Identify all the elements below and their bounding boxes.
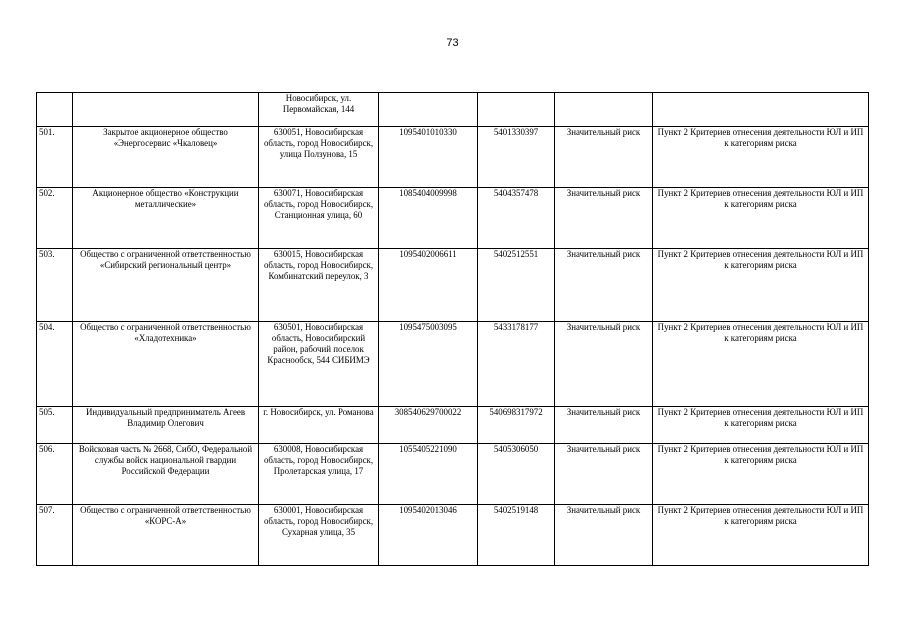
row-number bbox=[37, 93, 73, 127]
organization-address: 630071, Новосибирская область, город Новосибирск, Станционная улица, 60 bbox=[259, 188, 379, 249]
risk-basis: Пункт 2 Критериев отнесения деятельности ЮЛ и ИП к категориям риска bbox=[653, 505, 869, 566]
risk-category: Значительный риск bbox=[555, 249, 653, 322]
risk-category: Значительный риск bbox=[555, 407, 653, 444]
organization-name: Общество с ограниченной ответственностью «Хладотехника» bbox=[73, 322, 259, 407]
inn-value: 5405306050 bbox=[478, 444, 555, 505]
table-row bbox=[37, 407, 869, 444]
risk-basis: Пункт 2 Критериев отнесения деятельности ЮЛ и ИП к категориям риска bbox=[653, 444, 869, 505]
table-row bbox=[37, 127, 869, 188]
ogrn-value: 308540629700022 bbox=[379, 407, 478, 444]
table-row bbox=[37, 322, 869, 407]
row-number: 505. bbox=[37, 407, 73, 444]
organization-address: 630008, Новосибирская область, город Новосибирск, Пролетарская улица, 17 bbox=[259, 444, 379, 505]
organization-name: Акционерное общество «Конструкции металлические» bbox=[73, 188, 259, 249]
organization-address: 630051, Новосибирская область, город Новосибирск, улица Ползунова, 15 bbox=[259, 127, 379, 188]
organization-name: Индивидуальный предприниматель Агеев Владимир Олегович bbox=[73, 407, 259, 444]
organization-address: Новосибирск, ул. Первомайская, 144 bbox=[259, 93, 379, 127]
risk-category: Значительный риск bbox=[555, 188, 653, 249]
risk-basis: Пункт 2 Критериев отнесения деятельности ЮЛ и ИП к категориям риска bbox=[653, 188, 869, 249]
inn-value: 5433178177 bbox=[478, 322, 555, 407]
risk-category: Значительный риск bbox=[555, 127, 653, 188]
risk-basis: Пункт 2 Критериев отнесения деятельности ЮЛ и ИП к категориям риска bbox=[653, 249, 869, 322]
table-row bbox=[37, 249, 869, 322]
organization-name: Общество с ограниченной ответственностью «Сибирский региональный центр» bbox=[73, 249, 259, 322]
risk-category: Значительный риск bbox=[555, 444, 653, 505]
organization-name: Закрытое акционерное общество «Энергосервис «Чкаловец» bbox=[73, 127, 259, 188]
risk-basis: Пункт 2 Критериев отнесения деятельности ЮЛ и ИП к категориям риска bbox=[653, 407, 869, 444]
risk-basis: Пункт 2 Критериев отнесения деятельности ЮЛ и ИП к категориям риска bbox=[653, 127, 869, 188]
ogrn-value: 1095475003095 bbox=[379, 322, 478, 407]
ogrn-value: 1095401010330 bbox=[379, 127, 478, 188]
inn-value: 5402519148 bbox=[478, 505, 555, 566]
table-row bbox=[37, 188, 869, 249]
organization-name: Войсковая часть № 2668, СибО, Федеральной службы войск национальной гвардии Российской Федерации bbox=[73, 444, 259, 505]
ogrn-value: 1095402013046 bbox=[379, 505, 478, 566]
row-number: 501. bbox=[37, 127, 73, 188]
organization-address: г. Новосибирск, ул. Романова bbox=[259, 407, 379, 444]
risk-category: Значительный риск bbox=[555, 322, 653, 407]
organization-name bbox=[73, 93, 259, 127]
risk-basis: Пункт 2 Критериев отнесения деятельности ЮЛ и ИП к категориям риска bbox=[653, 322, 869, 407]
row-number: 506. bbox=[37, 444, 73, 505]
organization-address: 630501, Новосибирская область, Новосибирский район, рабочий поселок Краснообск, 544 СИБИМЭ bbox=[259, 322, 379, 407]
organization-address: 630015, Новосибирская область, город Новосибирск, Комбинатский переулок, 3 bbox=[259, 249, 379, 322]
organization-name: Общество с ограниченной ответственностью «КОРС-А» bbox=[73, 505, 259, 566]
page-number: 73 bbox=[446, 37, 459, 49]
inn-value: 540698317972 bbox=[478, 407, 555, 444]
table-row bbox=[37, 93, 869, 127]
table-row bbox=[37, 505, 869, 566]
ogrn-value bbox=[379, 93, 478, 127]
table-row bbox=[37, 444, 869, 505]
inn-value: 5402512551 bbox=[478, 249, 555, 322]
inn-value: 5404357478 bbox=[478, 188, 555, 249]
risk-category: Значительный риск bbox=[555, 505, 653, 566]
row-number: 504. bbox=[37, 322, 73, 407]
ogrn-value: 1095402006611 bbox=[379, 249, 478, 322]
risk-category bbox=[555, 93, 653, 127]
inn-value: 5401330397 bbox=[478, 127, 555, 188]
row-number: 502. bbox=[37, 188, 73, 249]
inn-value bbox=[478, 93, 555, 127]
risk-basis bbox=[653, 93, 869, 127]
ogrn-value: 1085404009998 bbox=[379, 188, 478, 249]
row-number: 507. bbox=[37, 505, 73, 566]
risk-registry-table bbox=[36, 92, 869, 566]
organization-address: 630001, Новосибирская область, город Новосибирск, Сухарная улица, 35 bbox=[259, 505, 379, 566]
row-number: 503. bbox=[37, 249, 73, 322]
ogrn-value: 1055405221090 bbox=[379, 444, 478, 505]
